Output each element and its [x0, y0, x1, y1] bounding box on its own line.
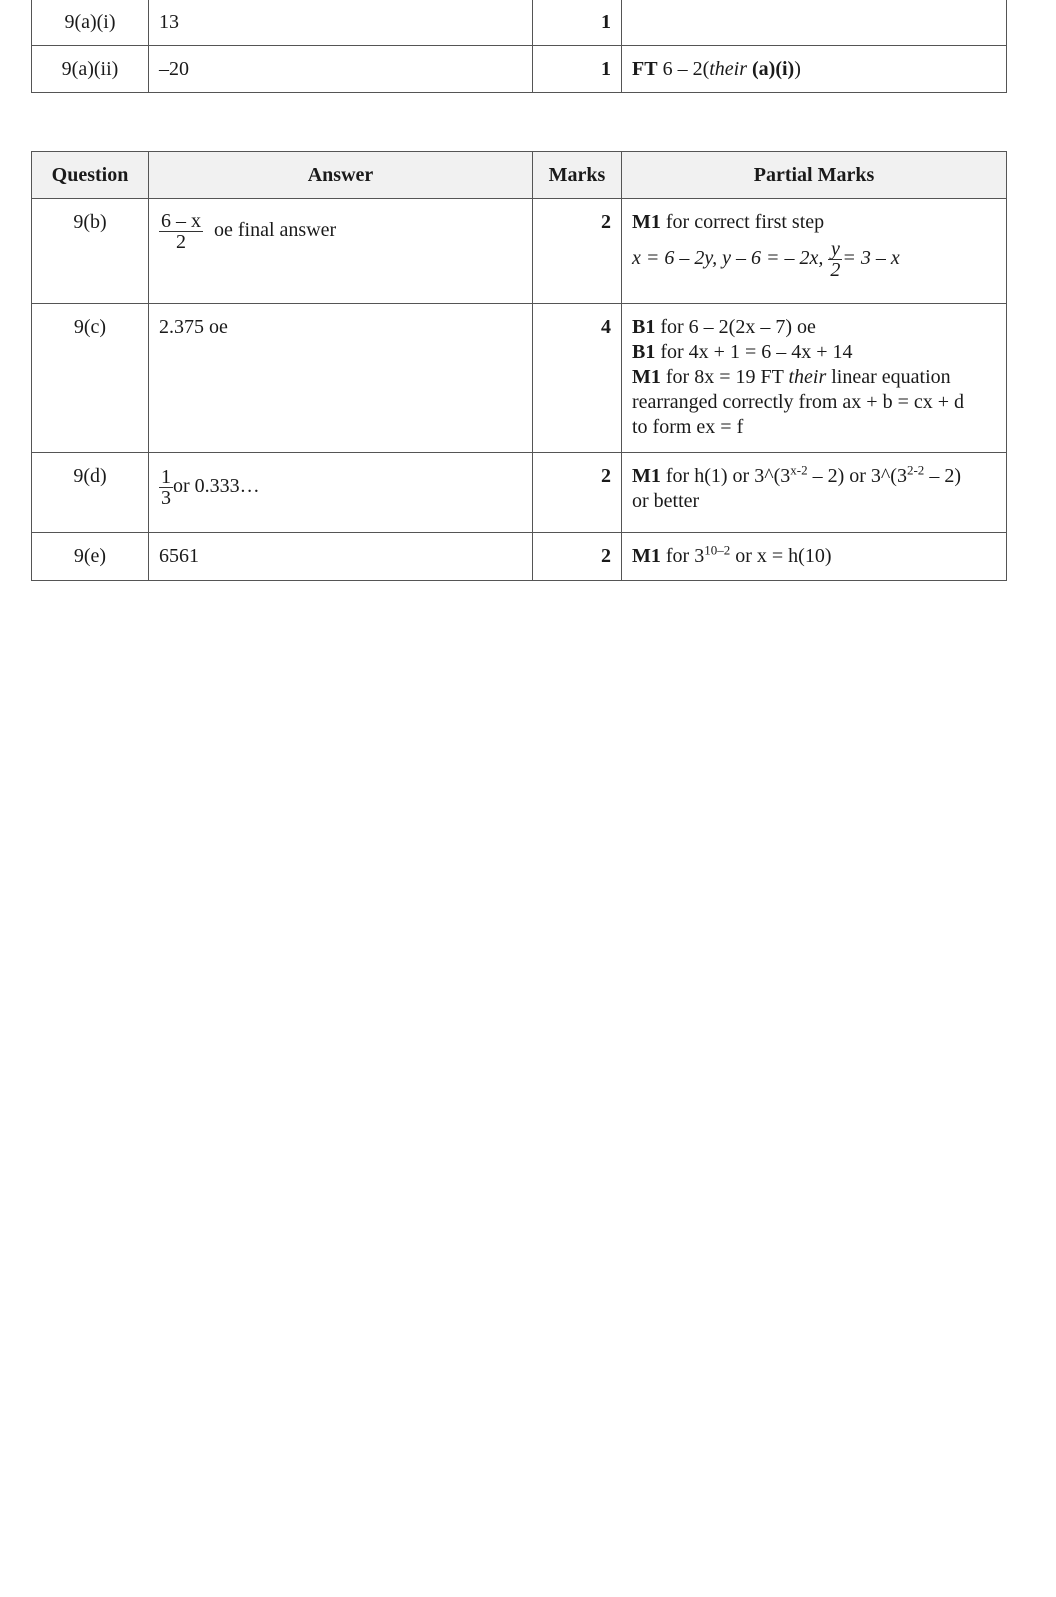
fraction-denominator: 2 — [830, 259, 841, 281]
m1-text: for correct first step — [660, 211, 825, 233]
m1-text: for 8x = 19 FT — [660, 366, 789, 388]
table-row — [32, 453, 1007, 533]
answer-cell: 6561 — [149, 533, 533, 581]
partial-line: rearranged correctly from ax + b = cx + d — [632, 391, 965, 413]
marks-cell: 1 — [533, 0, 622, 46]
m1-text: for 3 — [660, 545, 705, 567]
question-cell: 9(b) — [32, 199, 149, 304]
their-text: their — [709, 58, 748, 80]
step-text: x = 6 – 2y, y – 6 = – 2x, — [632, 247, 824, 270]
marks-cell: 2 — [533, 199, 622, 304]
close-paren: ) — [794, 58, 801, 80]
b1-text: for 6 – 2(2x – 7) oe — [655, 316, 816, 338]
header-partial: Partial Marks — [622, 152, 1007, 199]
table-row — [32, 46, 1007, 93]
partial-marks-cell — [622, 533, 1007, 581]
m1-text: – 2) — [924, 465, 961, 487]
ft-label: FT — [632, 58, 658, 80]
b1-label: B1 — [632, 341, 656, 363]
question-cell: 9(c) — [32, 304, 149, 453]
m1-label: M1 — [632, 465, 661, 487]
step-fraction — [828, 239, 842, 280]
m1-text-end: linear equation — [826, 366, 951, 388]
fraction-numerator: 1 — [161, 466, 171, 488]
table-row — [32, 533, 1007, 581]
partial-marks-cell — [622, 304, 1007, 453]
m1-label: M1 — [632, 545, 661, 567]
ref-text: (a)(i) — [752, 58, 795, 80]
marks-cell: 4 — [533, 304, 622, 453]
partial-marks-cell — [622, 0, 1007, 46]
header-answer: Answer — [149, 152, 533, 199]
m1-text: – 2) or 3^(3 — [807, 465, 907, 487]
header-marks: Marks — [533, 152, 622, 199]
header-row — [32, 152, 1007, 199]
fraction-numerator: y — [828, 239, 842, 260]
question-cell: 9(d) — [32, 453, 149, 533]
question-cell: 9(a)(ii) — [32, 46, 149, 93]
fraction-denominator: 2 — [176, 231, 186, 253]
m1-text: for h(1) or 3^(3 — [660, 465, 791, 487]
answer-cell — [149, 199, 533, 304]
answer-suffix: or 0.333… — [173, 475, 260, 498]
mark-scheme-table — [31, 151, 1007, 581]
answer-cell — [149, 453, 533, 533]
marks-cell: 2 — [533, 533, 622, 581]
marks-cell: 2 — [533, 453, 622, 533]
table-row — [32, 304, 1007, 453]
exponent: 2-2 — [906, 462, 925, 478]
partial-marks-cell — [622, 46, 1007, 93]
their-text: their — [788, 366, 827, 388]
marks-cell: 1 — [533, 46, 622, 93]
partial-marks-cell — [622, 199, 1007, 304]
b1-text: for 4x + 1 = 6 – 4x + 14 — [655, 341, 853, 363]
answer-suffix: oe final answer — [214, 219, 337, 242]
header-question: Question — [32, 152, 149, 199]
partial-line: or better — [632, 490, 700, 512]
m1-label: M1 — [632, 211, 661, 233]
table-row — [32, 0, 1007, 46]
exponent: 10–2 — [704, 542, 731, 558]
exponent: x-2 — [790, 462, 808, 478]
m1-label: M1 — [632, 366, 661, 388]
answer-cell: 13 — [149, 0, 533, 46]
m1-text: or x = h(10) — [730, 545, 832, 567]
question-cell: 9(e) — [32, 533, 149, 581]
fraction-denominator: 3 — [161, 487, 171, 509]
answer-fraction — [159, 467, 173, 508]
answer-cell: –20 — [149, 46, 533, 93]
partial-line: to form ex = f — [632, 416, 744, 438]
b1-label: B1 — [632, 316, 656, 338]
question-cell: 9(a)(i) — [32, 0, 149, 46]
partial-marks-cell — [622, 453, 1007, 533]
step-text-end: = 3 – x — [842, 247, 900, 270]
answer-fraction — [159, 211, 203, 252]
top-continuation-table — [31, 0, 1007, 93]
answer-cell: 2.375 oe — [149, 304, 533, 453]
table-row — [32, 199, 1007, 304]
fraction-numerator: 6 – x — [161, 210, 201, 232]
partial-text: 6 – 2( — [657, 58, 710, 80]
